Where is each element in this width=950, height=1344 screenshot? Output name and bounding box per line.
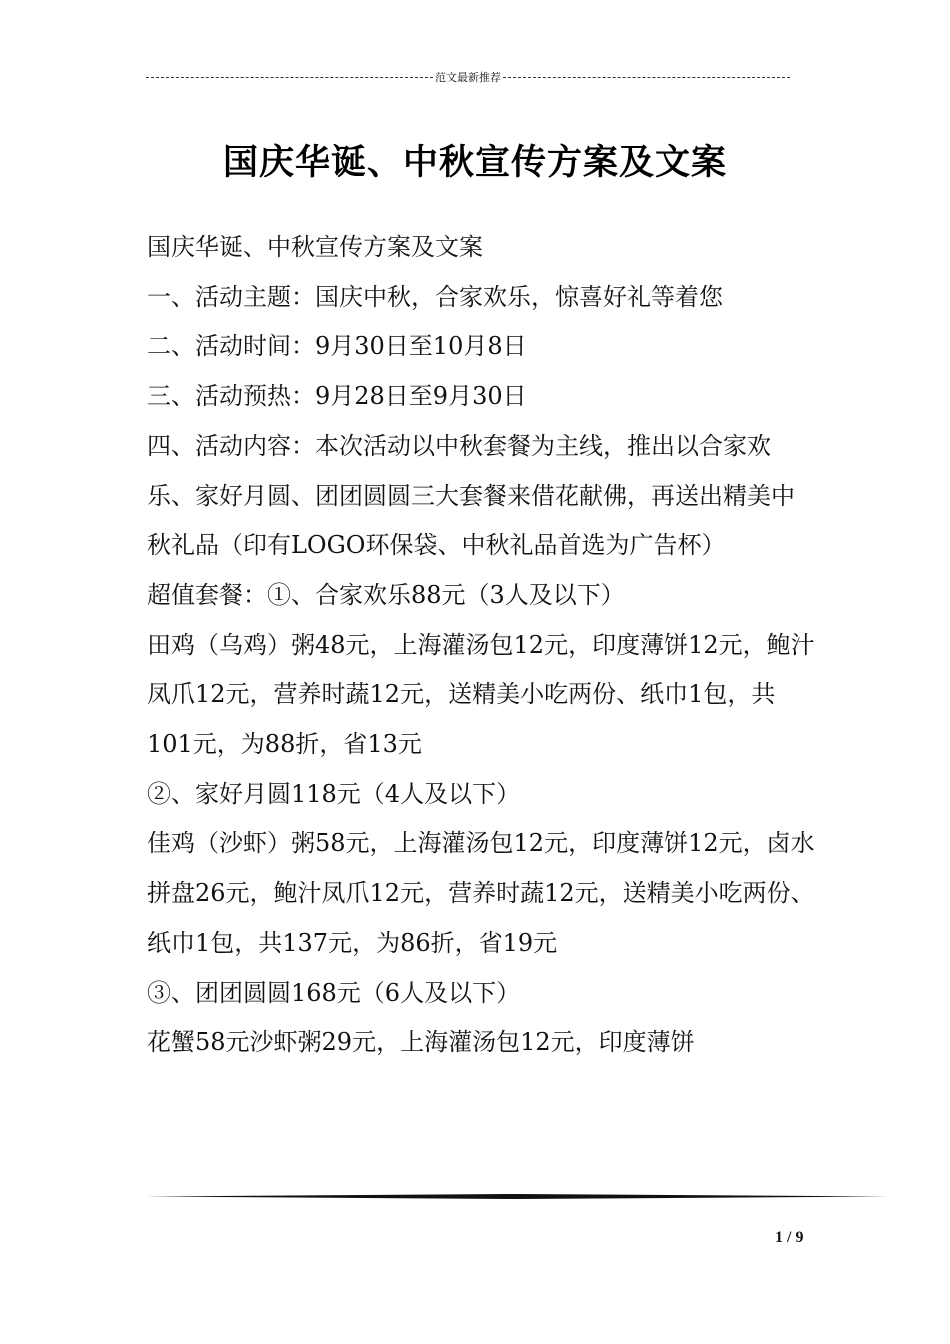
header-dash-right <box>503 77 790 78</box>
paragraph: 三、活动预热：9月28日至9月30日 <box>147 382 527 411</box>
paragraph: ③、团团圆圆168元（6人及以下） <box>147 978 521 1007</box>
paragraph: ②、家好月圆118元（4人及以下） <box>147 779 521 808</box>
paragraph: 国庆华诞、中秋宣传方案及文案 <box>147 233 483 261</box>
header-rule <box>146 70 790 84</box>
document-body <box>147 223 815 1068</box>
header-dash-left <box>146 77 433 78</box>
paragraph: 二、活动时间：9月30日至10月8日 <box>147 332 527 361</box>
paragraph: 一、活动主题：国庆中秋，合家欢乐，惊喜好礼等着您 <box>147 282 723 311</box>
paragraph: 四、活动内容：本次活动以中秋套餐为主线，推出以合家欢乐、家好月圆、团团圆圆三大套餐来借花献佛，再送出精美中秋礼品（印有LOGO环保袋、中秋礼品首选为广告杯） <box>147 431 795 560</box>
footer-rule <box>146 1194 889 1199</box>
document-title: 国庆华诞、中秋宣传方案及文案 <box>222 143 727 183</box>
paragraph: 田鸡（乌鸡）粥48元，上海灌汤包12元，印度薄饼12元，鲍汁凤爪12元，营养时蔬12元，送精美小吃两份、纸巾1包，共101元，为88折，省13元 <box>147 630 815 759</box>
page-number: 1 / 9 <box>775 1229 804 1246</box>
footer-rule-line <box>146 1194 889 1199</box>
paragraph: 花蟹58元沙虾粥29元，上海灌汤包12元，印度薄饼 <box>147 1028 695 1057</box>
paragraph: 超值套餐：①、合家欢乐88元（3人及以下） <box>147 580 625 609</box>
header-label: 范文最新推荐 <box>435 71 501 84</box>
paragraph: 佳鸡（沙虾）粥58元，上海灌汤包12元，印度薄饼12元，卤水拼盘26元，鲍汁凤爪12元，营养时蔬12元，送精美小吃两份、纸巾1包，共137元，为86折，省19元 <box>147 829 815 957</box>
